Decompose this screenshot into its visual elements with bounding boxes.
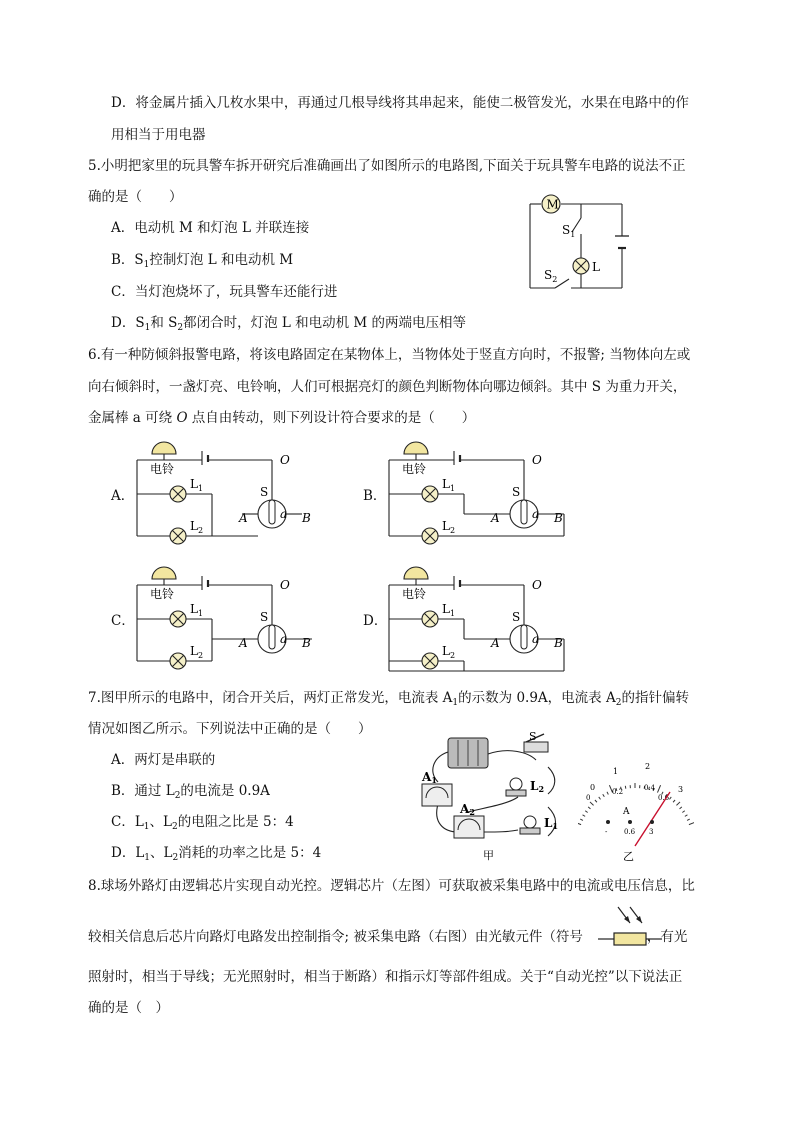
q5-option-b: B．$S_1$控制灯泡 L 和电动机 M [111, 252, 294, 270]
bell-label-text: 电铃 [402, 462, 427, 476]
q6-option-c-label: C． [111, 613, 135, 629]
l1-label-sub: 1 [449, 609, 456, 618]
contact-a-label-text: A [239, 511, 248, 525]
l1-label-text: L [190, 602, 198, 616]
l1-label [442, 602, 455, 618]
contact-b-label [553, 511, 563, 525]
contact-b-label-text: B [554, 511, 563, 525]
q7-switch-label: S [529, 732, 537, 743]
q5-s2-label: $S_2$ [544, 268, 558, 284]
meter-tick [689, 822, 694, 825]
q8-stem-line4: 确的是（ ） [88, 1000, 169, 1016]
meter-tick [607, 792, 608, 795]
l1-label [190, 477, 203, 493]
q4-option-d-line2: 用相当于用电器 [111, 127, 206, 143]
q8-stem-line3: 照射时，相当于导线；无光照射时，相当于断路）和指示灯等部件组成。关于“自动光控”以下说法正 [88, 969, 683, 985]
l2-label-sub: 2 [449, 651, 456, 660]
contact-b-label-text: B [302, 511, 311, 525]
pivot-o-label [532, 453, 542, 467]
q5-option-a: A．电动机 M 和灯泡 L 并联连接 [111, 220, 310, 236]
l1-label-text: L [442, 477, 450, 491]
l1-label-text: L [442, 602, 450, 616]
meter-tick-bottom-1: 0.2 [612, 788, 624, 796]
meter-terminal-3: 3 [649, 828, 654, 836]
q5-option-d: D．$S_1$和 $S_2$都闭合时，灯泡 L 和电动机 M 的两端电压相等 [111, 315, 467, 333]
rod-a-label-text: a [280, 632, 288, 646]
contact-a-label [490, 511, 500, 525]
q7-option-a: A．两灯是串联的 [111, 752, 216, 768]
l1-label-sub: 1 [197, 484, 204, 493]
bell-icon [152, 567, 176, 579]
l2-label-text: L [190, 519, 198, 533]
bell-icon [404, 442, 428, 454]
photosensitive-element-icon [598, 902, 662, 948]
meter-tick [685, 815, 688, 817]
q5-stem-line2: 确的是（ ） [88, 189, 183, 205]
metal-rod-icon [269, 500, 275, 524]
s-label-text: S [512, 610, 521, 624]
meter-terminal-minus: - [605, 828, 608, 836]
contact-b-label [301, 636, 311, 650]
q7-option-d: D．$L_1$、$L_2$消耗的功率之比是 5：4 [111, 845, 322, 863]
meter-unit-label: A [623, 807, 630, 817]
bell-label [402, 586, 426, 601]
meter-tick-top-3: 3 [678, 785, 684, 794]
bell-label-text: 电铃 [150, 587, 175, 601]
meter-tick [578, 822, 581, 825]
l1-label [442, 477, 455, 493]
meter-needle [635, 792, 670, 846]
s-label [512, 610, 520, 624]
meter-terminal-0-6: 0.6 [624, 828, 636, 836]
q6-stem-line3: 金属棒 a 可绕 O 点自由转动，则下列设计符合要求的是（ ） [88, 410, 476, 426]
meter-tick-bottom-3: 0.6 [658, 794, 670, 802]
rod-a-label-text: a [532, 507, 540, 521]
contact-a-label [238, 511, 248, 525]
meter-tick [687, 819, 690, 820]
contact-a-label-text: A [491, 636, 500, 650]
rod-a-label-text: a [532, 632, 540, 646]
q6-diagram-b [384, 436, 579, 548]
q7-caption-yi: 乙 [623, 850, 634, 863]
q5-circuit-diagram [525, 190, 635, 294]
q8-stem-line2: 较相关信息后芯片向路灯电路发出控制指令; 被采集电路（右图）由光敏元件（符号 ，有光 [88, 929, 688, 945]
meter-tick [676, 802, 680, 805]
meter-tick [680, 807, 682, 809]
meter-tick [588, 807, 590, 809]
bell-label [150, 461, 174, 476]
contact-a-label-text: A [239, 636, 248, 650]
contact-b-label-text: B [302, 636, 311, 650]
q7-figure-jia [408, 732, 568, 864]
l1-label-sub: 1 [449, 484, 456, 493]
metal-rod-icon [521, 625, 527, 649]
q7-option-b: B．通过 $L_2$的电流是 0.9A [111, 783, 270, 801]
bell-icon [152, 442, 176, 454]
pivot-o-label [532, 578, 542, 592]
meter-tick [673, 800, 675, 802]
meter-tick [657, 785, 660, 792]
q5-lamp-label: L [592, 260, 600, 274]
pivot-o-label-text: O [532, 578, 542, 592]
q6-option-a-label: A． [111, 488, 135, 504]
q7-option-c: C．$L_1$、$L_2$的电阻之比是 5：4 [111, 814, 294, 832]
l2-label-sub: 2 [197, 526, 204, 535]
s-label-text: S [260, 485, 269, 499]
l1-label-text: L [190, 477, 198, 491]
meter-tick [585, 811, 587, 813]
meter-tick [590, 802, 594, 805]
q5-option-c: C．当灯泡烧坏了，玩具警车还能行进 [111, 284, 338, 300]
contact-a-label-text: A [491, 511, 500, 525]
l2-label [190, 519, 203, 535]
q7-a2-label: A2 [460, 802, 475, 817]
l2-label [442, 644, 455, 660]
l2-label [442, 519, 455, 535]
s-label-text: S [512, 485, 521, 499]
l2-label-sub: 2 [449, 526, 456, 535]
q7-switch-icon [524, 742, 548, 752]
pivot-o-label-text: O [280, 453, 290, 467]
bell-label [150, 586, 174, 601]
pivot-o-label-text: O [532, 453, 542, 467]
q7-stem-line2: 情况如图乙所示。下列说法中正确的是（ ） [88, 721, 372, 737]
q5-motor-label: M [546, 197, 559, 212]
meter-tick-top-0: 0 [590, 783, 596, 792]
meter-tick [595, 800, 597, 802]
bell-label-text: 电铃 [402, 587, 427, 601]
meter-tick [583, 815, 586, 817]
l2-label-text: L [442, 644, 450, 658]
q7-l1-label: L1 [544, 816, 559, 831]
q6-diagram-d [384, 561, 579, 679]
meter-tick-bottom-2: 0.4 [644, 784, 656, 792]
bell-icon [404, 567, 428, 579]
pivot-o-label [280, 453, 290, 467]
q7-figure-yi [578, 760, 694, 864]
q6-option-d-label: D． [363, 613, 388, 629]
l2-label-sub: 2 [197, 651, 204, 660]
bell-label [402, 461, 426, 476]
metal-rod-icon [521, 500, 527, 524]
meter-tick-top-2: 2 [645, 762, 651, 771]
s-label-text: S [260, 610, 269, 624]
q6-diagram-c [132, 561, 327, 673]
s-label [260, 485, 268, 499]
contact-a-label [238, 636, 248, 650]
s-label [260, 610, 268, 624]
meter-tick [669, 797, 671, 799]
q5-stem-line1: 5.小明把家里的玩具警车拆开研究后准确画出了如图所示的电路图,下面关于玩具警车电路的说法不正 [88, 158, 686, 174]
q7-lamp-l1-icon [524, 816, 536, 828]
q7-lamp-l2-icon [510, 778, 522, 790]
l1-label-sub: 1 [197, 609, 204, 618]
contact-b-label [553, 636, 563, 650]
q6-option-b-label: B． [363, 488, 387, 504]
q6-diagram-a [132, 436, 327, 548]
q7-a1-label: A1 [422, 770, 437, 785]
q6-stem-line2: 向右倾斜时，一盏灯亮、电铃响，人们可根据亮灯的颜色判断物体向哪边倾斜。其中 S 为重力开关， [88, 379, 687, 395]
s-label [512, 485, 520, 499]
meter-tick-top-1: 1 [613, 767, 619, 776]
q8-stem-line1: 8.球场外路灯由逻辑芯片实现自动光控。逻辑芯片（左图）可获取被采集电路中的电流或电压信息，比 [88, 878, 695, 894]
bell-label-text: 电铃 [150, 462, 175, 476]
metal-rod-icon [269, 625, 275, 649]
l2-label [190, 644, 203, 660]
pivot-o-label-text: O [280, 578, 290, 592]
contact-a-label [490, 636, 500, 650]
q7-caption-jia: 甲 [483, 849, 494, 862]
l2-label-text: L [190, 644, 198, 658]
q7-stem-line1: 7.图甲所示的电路中，闭合开关后，两灯正常发光，电流表 $A_1$的示数为 0.9A，电流表 $A_2$的指针偏转 [88, 690, 689, 708]
meter-tick [580, 819, 583, 820]
meter-tick [599, 797, 601, 799]
l1-label [190, 602, 203, 618]
meter-tick-bottom-0: 0 [586, 794, 591, 802]
q5-s1-label: $S_1$ [562, 223, 576, 239]
l2-label-text: L [442, 519, 450, 533]
meter-tick [682, 811, 684, 813]
rod-a-label-text: a [280, 507, 288, 521]
q7-l2-label: L2 [530, 779, 545, 794]
q6-stem-line1: 6.有一种防倾斜报警电路，将该电路固定在某物体上，当物体处于竖直方向时，不报警; 当物体向左或 [88, 347, 691, 363]
meter-tick [603, 794, 605, 797]
contact-b-label [301, 511, 311, 525]
q4-option-d-line1: D．将金属片插入几枚水果中，再通过几根导线将其串起来，能使二极管发光，水果在电路中的作 [111, 95, 689, 111]
contact-b-label-text: B [554, 636, 563, 650]
pivot-o-label [280, 578, 290, 592]
